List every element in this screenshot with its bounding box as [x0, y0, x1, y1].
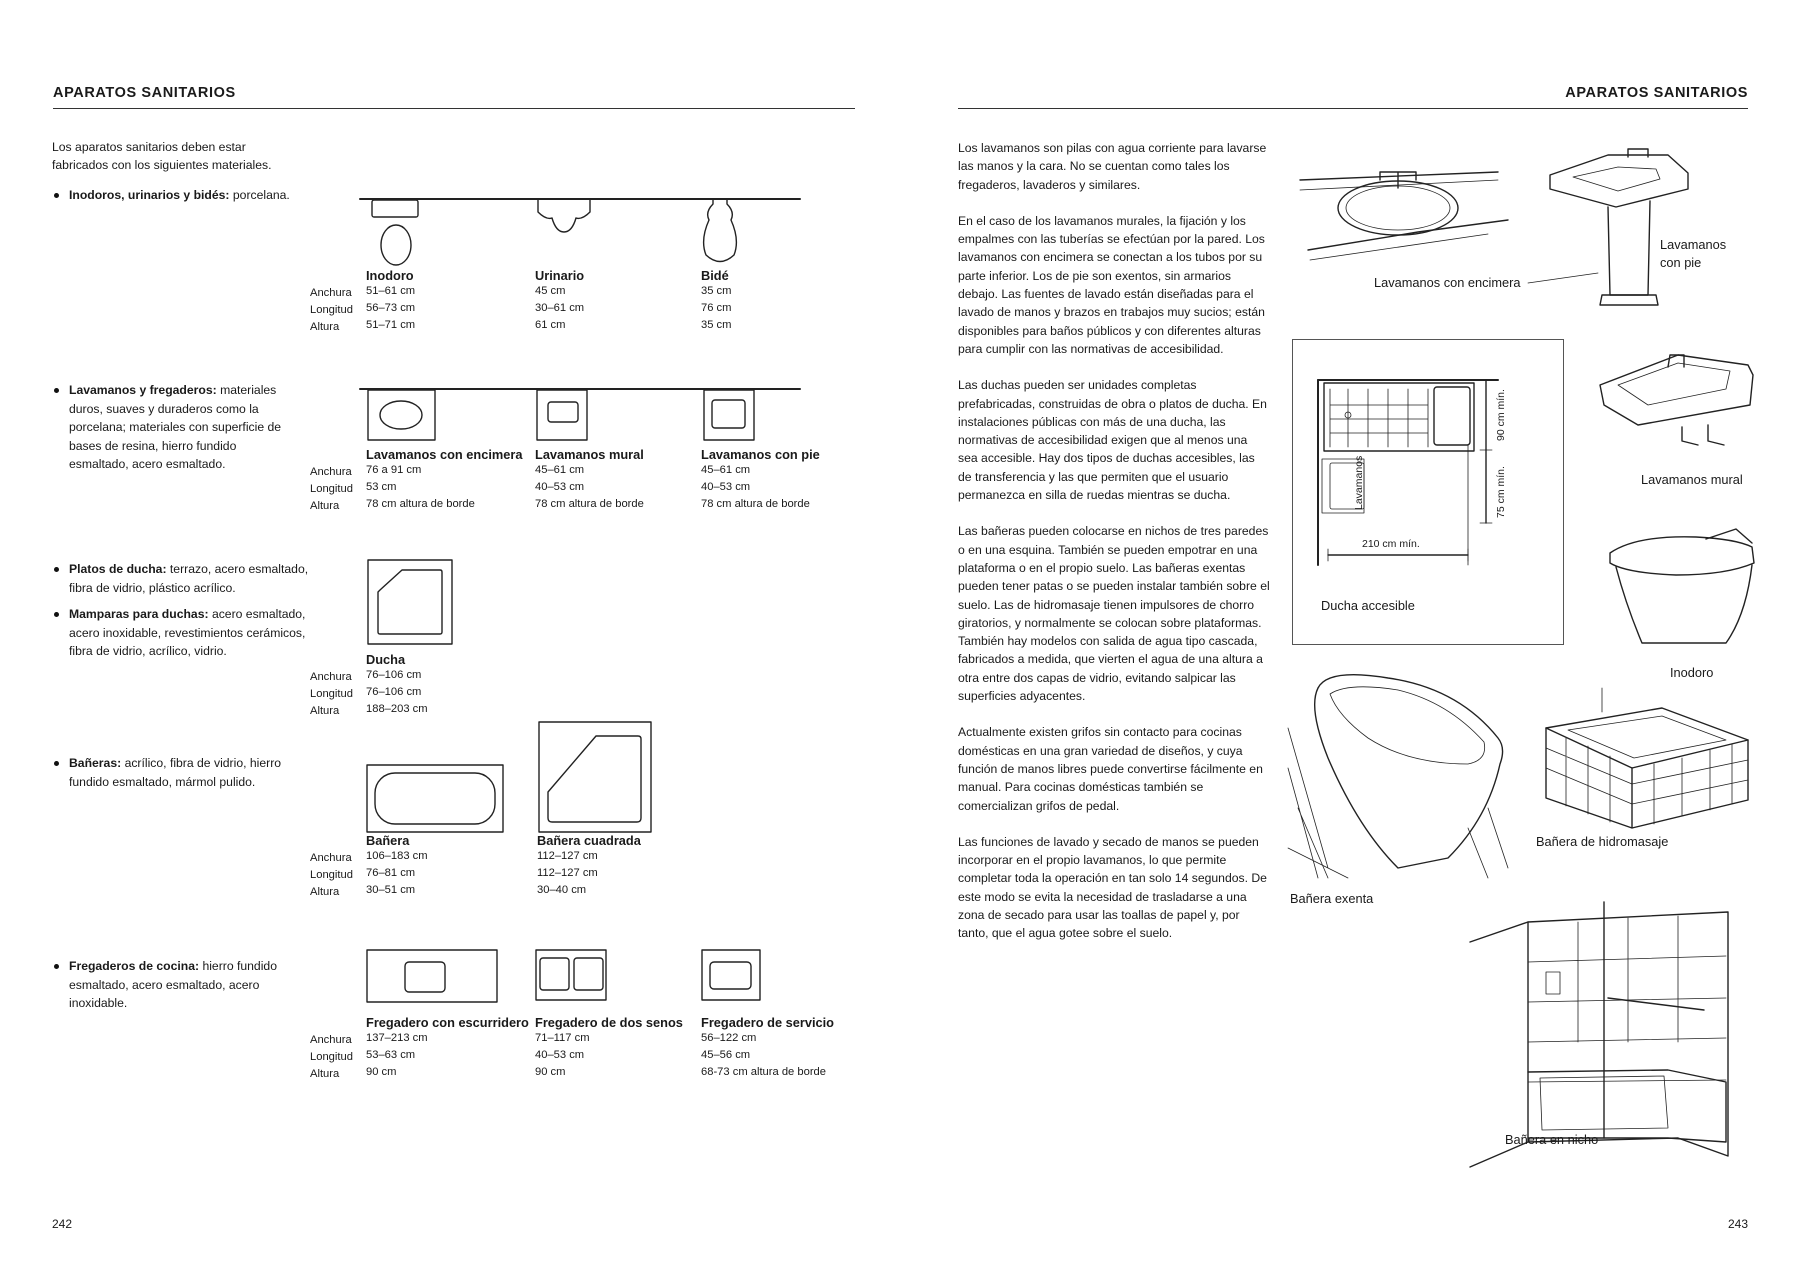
fixtures-row2-plan — [360, 380, 800, 450]
inodoro-illustration — [1606, 525, 1756, 655]
fixture-fregadero-dos-senos: Fregadero de dos senos 71–117 cm 40–53 cm 90 cm — [535, 1015, 683, 1078]
fixture-urinario: Urinario 45 cm 30–61 cm 61 cm — [535, 268, 585, 331]
banera-exenta-illustration — [1288, 668, 1518, 888]
caption-banera-hidromasaje: Bañera de hidromasaje — [1536, 834, 1669, 849]
fixture-lavamanos-encimera: Lavamanos con encimera 76 a 91 cm 53 cm 78 cm altura de borde — [366, 447, 523, 510]
bullet-baneras: Bañeras: acrílico, fibra de vidrio, hierro fundido esmaltado, mármol pulido. — [52, 754, 299, 791]
caption-lavamanos-mural: Lavamanos mural — [1641, 472, 1743, 487]
right-page-number: 243 — [1727, 1217, 1748, 1231]
fixtures-row1-plan — [360, 190, 800, 280]
spec-labels-row3: Anchura Longitud Altura — [310, 671, 353, 717]
left-running-head: APARATOS SANITARIOS — [53, 85, 236, 101]
fixture-banera-cuadrada: Bañera cuadrada 112–127 cm 112–127 cm 30–40 cm — [537, 833, 641, 896]
baneras-plan — [366, 720, 646, 840]
fixture-inodoro: Inodoro 51–61 cm 56–73 cm 51–71 cm — [366, 268, 416, 331]
ducha-plan — [366, 558, 456, 648]
fixture-ducha: Ducha 76–106 cm 76–106 cm 188–203 cm — [366, 652, 428, 715]
bullet-lavamanos: Lavamanos y fregaderos: materiales duros, suaves y duraderos como la porcelana; materiales con superficie de bases de resina, hierro fundido esmaltado, acero esmaltado. — [52, 381, 291, 474]
caption-banera-exenta: Bañera exenta — [1290, 891, 1374, 906]
lavamanos-encimera-illustration — [1298, 150, 1518, 280]
lavamanos-pie-illustration — [1548, 145, 1738, 315]
caption-lavamanos-pie: Lavamanos con pie — [1660, 237, 1727, 270]
dim-width: 210 cm mín. — [1362, 538, 1420, 550]
bullet-platos: Platos de ducha: terrazo, acero esmaltado, fibra de vidrio, plástico acrílico. — [52, 560, 309, 597]
right-body-text — [958, 139, 1270, 961]
bullet-mamparas: Mamparas para duchas: acero esmaltado, acero inoxidable, revestimientos cerámicos, fibra de vidrio, acrílico, vidrio. — [52, 605, 309, 661]
banera-hidromasaje-illustration — [1542, 688, 1752, 838]
left-page-number: 242 — [52, 1217, 73, 1231]
spec-labels-row2: Anchura Longitud Altura — [310, 466, 353, 512]
paragraph-lavamanos: Los lavamanos son pilas con agua corriente para lavarse las manos y la cara. No se cuentan como tales los fregaderos, lavaderos y similares. — [958, 141, 1267, 192]
fregaderos-plan — [360, 948, 800, 1008]
spec-labels-row5: Anchura Longitud Altura — [310, 1034, 353, 1080]
dim-seat-label: Lavamanos — [1353, 455, 1365, 510]
fixture-banera: Bañera 106–183 cm 76–81 cm 30–51 cm — [366, 833, 428, 896]
fixture-lavamanos-pie: Lavamanos con pie 45–61 cm 40–53 cm 78 cm altura de borde — [701, 447, 820, 510]
left-intro: Los aparatos sanitarios deben estar fabricados con los siguientes materiales. — [52, 140, 272, 173]
fixture-fregadero-servicio: Fregadero de servicio 56–122 cm 45–56 cm 68-73 cm altura de borde — [701, 1015, 834, 1078]
fixture-fregadero-escurridero: Fregadero con escurridero 137–213 cm 53–63 cm 90 cm — [366, 1015, 529, 1078]
caption-banera-nicho: Bañera en nicho — [1505, 1132, 1599, 1147]
bullet-inodoros: Inodoros, urinarios y bidés: porcelana. — [52, 186, 309, 205]
paragraph-grifos: Actualmente existen grifos sin contacto para cocinas domésticas en una gran variedad de diseños, y cuya función de manos libres puede convertirse fácilmente en manual. Para cocinas domésticas también se comercializan grifos de pedal. — [958, 725, 1263, 813]
dim-seat: 75 cm mín. — [1495, 466, 1507, 518]
spec-labels-row1: Anchura Longitud Altura — [310, 287, 353, 333]
fixture-lavamanos-mural: Lavamanos mural 45–61 cm 40–53 cm 78 cm altura de borde — [535, 447, 644, 510]
caption-inodoro: Inodoro — [1670, 665, 1714, 680]
caption-lavamanos-encimera: Lavamanos con encimera — [1374, 275, 1521, 290]
spec-labels-row4: Anchura Longitud Altura — [310, 852, 353, 898]
caption-ducha-accesible: Ducha accesible — [1321, 598, 1415, 613]
right-header-rule — [958, 108, 1748, 109]
dim-depth: 90 cm mín. — [1495, 389, 1507, 441]
lavamanos-mural-illustration — [1598, 345, 1758, 455]
paragraph-secado: Las funciones de lavado y secado de manos se pueden incorporar en el propio lavamanos, lo que permite completar toda la operación en tan solo 14 segundos. De este modo se evita la necesidad de trasladarse a una zona de secado para usar las toallas de papel y, por tanto, que el agua gotee sobre el suelo. — [958, 834, 1267, 941]
right-running-head: APARATOS SANITARIOS — [1565, 85, 1748, 101]
fixture-bide: Bidé 35 cm 76 cm 35 cm — [701, 268, 732, 331]
paragraph-baneras: Las bañeras pueden colocarse en nichos de tres paredes o en una esquina. También se pueden empotrar en una plataforma o en el propio suelo. Las bañeras exentas pueden tener patas o se pueden instalar también sobre el suelo. Las de hidromasaje tienen impulsores de chorro giratorios, y normalmente se colocan sobre plataformas. También hay modelos con salida de agua tipo cascada, fabricados a medida, que vierten el agua de una altura a otra entre dos capas de vidrio, evitando salpicar las superficies adyacentes. — [958, 524, 1270, 704]
paragraph-duchas: Las duchas pueden ser unidades completas prefabricadas, construidas de obra o platos de ducha. En instalaciones públicas con más de una ducha, las normativas de accesibilidad exigen que al menos una sea accesible. Hay dos tipos de duchas accesibles, las de transferencia y las que permiten que el usuario permanezca en silla de ruedas mientras se ducha. — [958, 378, 1267, 503]
left-header-rule — [53, 108, 855, 109]
bullet-fregaderos: Fregaderos de cocina: hierro fundido esmaltado, acero esmaltado, acero inoxidable. — [52, 957, 299, 1013]
paragraph-murales: En el caso de los lavamanos murales, la fijación y los empalmes con las tuberías se efectúan por la pared. Los lavamanos con encimera se conectan a los tubos por su parte inferior. Los de pie son exentos, sin armarios debajo. Las fuentes de lavado están diseñadas para el lavado de manos y brazos en trabajos muy sucios; están disponibles para baños públicos y con diferentes alturas para cumplir con las normativas de accesibilidad. — [958, 213, 1265, 356]
